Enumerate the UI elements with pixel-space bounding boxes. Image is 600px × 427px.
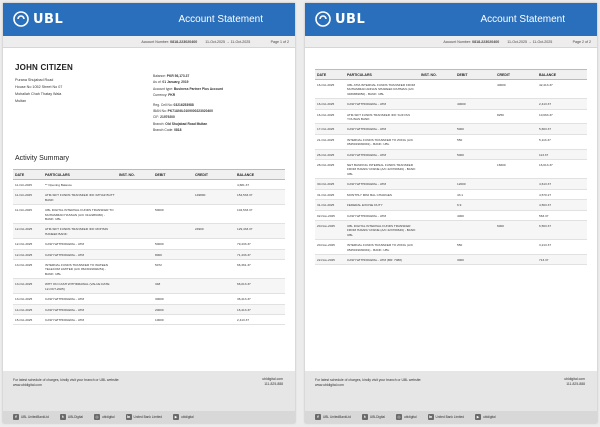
table-row [315, 149, 587, 159]
table-row [315, 109, 587, 124]
social-label: UBLDigital [369, 415, 385, 419]
branch-code-line: Branch Code: 0818 [153, 128, 182, 133]
table-row [315, 200, 587, 210]
table-cell: UBL DIGITAL INTERNAL FUNDS TRANSFER FROM HAMZA YASINE (A/C 223709646) - BANK: UBL [345, 220, 419, 239]
table-cell: 50000 [153, 239, 193, 249]
currency-line: Currency: PKR [153, 93, 176, 98]
social-label: ubldigital [483, 415, 496, 419]
footer-contact [564, 377, 585, 387]
table-cell: ATM-SIFT FUNDS TRANSFER /FR: MOHSIN HANEEF BANK: [43, 224, 117, 239]
social-link[interactable] [315, 414, 351, 420]
table-row [315, 254, 587, 264]
table-row [315, 99, 587, 109]
table-cell [117, 279, 153, 294]
footer-note: For latest schedule of charges, kindly visit your branch or UBL website: www.ubldigital.com [13, 378, 120, 387]
social-bar [3, 411, 295, 423]
address-line: Purana Shujabad Road [15, 78, 54, 82]
page-header [3, 3, 295, 36]
table-cell: 16,613.37 [537, 160, 587, 179]
table-cell: INTERNAL FUNDS TRANSFER TO ZONG (A/C 0525019930091) - BANK: UBL [345, 134, 419, 149]
table-cell: CASH WITHDRAWAL - ATM [43, 294, 117, 304]
table-cell [117, 205, 153, 224]
social-link[interactable] [428, 414, 465, 420]
table-cell: 30-Oct-2025 [315, 179, 345, 189]
social-bar [305, 411, 597, 423]
as-of-line: As of: 01 January, 2019 [153, 80, 189, 85]
table-cell [455, 109, 495, 124]
table-cell [419, 124, 455, 134]
table-cell [117, 314, 153, 324]
table-cell [193, 205, 235, 224]
social-icon: in [126, 415, 131, 419]
table-cell: 5000 [455, 149, 495, 159]
table-cell [495, 179, 537, 189]
social-label: United Bank Limited [435, 415, 465, 419]
table-cell: 22-Nov-2025 [315, 254, 345, 264]
table-cell [419, 254, 455, 264]
table-row [315, 210, 587, 220]
column-header: INST. NO. [117, 170, 153, 180]
table-cell: 3000 [455, 254, 495, 264]
table-cell: ATM-SIFT FUNDS TRANSFER /FR: IMTIAZ BUTT BANK: [43, 190, 117, 205]
table-cell: 5000 [455, 124, 495, 134]
table-cell: UBL ATM-INTERNAL FUNDS TRANSFER FROM MUHAMMAD ADNAN SHAREEF RAHMAN (A/C 3469869950) - BANK: UBL [345, 80, 419, 99]
table-cell: 16600 [495, 160, 537, 179]
table-cell [419, 189, 455, 199]
table-cell [495, 124, 537, 134]
table-cell: 11-Oct-2025 [13, 205, 43, 224]
footer-website[interactable]: ubldigital.com [564, 377, 585, 381]
table-cell: 71,433.37 [235, 249, 285, 259]
table-cell: 40000 [495, 80, 537, 99]
social-link[interactable] [60, 414, 83, 420]
table-cell: 16-Oct-2025 [315, 109, 345, 124]
table-cell [117, 304, 153, 314]
account-meta-bar [3, 36, 295, 48]
table-cell: 30000 [153, 294, 193, 304]
table-row [13, 239, 285, 249]
account-number: Account Number: 0818-223020400 [141, 39, 198, 44]
table-cell [419, 99, 455, 109]
transactions-table [13, 169, 285, 325]
statement-page-1 [3, 3, 295, 423]
table-cell: 40000 [455, 99, 495, 109]
table-cell: 154,533.37 [235, 190, 285, 205]
table-cell: 3,213.37 [537, 240, 587, 255]
logo-text: UBL [33, 11, 64, 27]
table-cell: 14-Oct-2025 [13, 304, 43, 314]
social-icon: t [362, 414, 368, 420]
table-cell: 20-Nov-2025 [315, 240, 345, 255]
table-cell: 113.37 [537, 149, 587, 159]
table-cell [117, 294, 153, 304]
table-cell [117, 190, 153, 205]
table-row [315, 179, 587, 189]
table-cell: 104,533.37 [235, 205, 285, 224]
table-cell [419, 200, 455, 210]
table-row [315, 160, 587, 179]
table-cell: 26-Oct-2025 [315, 149, 345, 159]
footer-note: For latest schedule of charges, kindly visit your branch or UBL website: www.ubldigital.com [315, 378, 422, 387]
table-cell [495, 254, 537, 264]
table-cell [495, 189, 537, 199]
social-icon: t [60, 414, 66, 420]
table-header-row [13, 170, 285, 180]
footer-phone: 111-825-888 [264, 382, 283, 386]
table-cell [419, 80, 455, 99]
ubl-emblem-icon [315, 11, 331, 27]
table-cell: 5,113.37 [537, 134, 587, 149]
column-header: BALANCE [235, 170, 285, 180]
column-header: CREDIT [495, 70, 537, 80]
table-cell: 12-Oct-2025 [13, 249, 43, 259]
table-cell [117, 260, 153, 279]
social-link[interactable] [396, 414, 417, 420]
page-number: Page 2 of 2 [572, 39, 591, 44]
table-cell [193, 249, 235, 259]
social-link[interactable] [475, 414, 496, 420]
table-cell [117, 249, 153, 259]
table-cell: 31-Oct-2025 [315, 200, 345, 210]
table-cell: 16-Oct-2025 [315, 99, 345, 109]
table-cell [153, 180, 193, 190]
table-row [315, 220, 587, 239]
social-icon: ◎ [397, 415, 401, 419]
statement-period: 11-Oct-2025 → 11-Oct-2025 [205, 39, 251, 44]
social-label: UBL UnitedBankLtd [21, 415, 49, 419]
transactions-table [315, 69, 587, 265]
table-cell: CASH WITHDRAWAL - ATM [345, 179, 419, 189]
table-cell: 11-Oct-2025 [13, 190, 43, 205]
table-cell: UBL DIGITAL INTERNAL FUNDS TRANSFER TO MUHAMMAD HASSAN (A/C 3112289460) - BANK: UBL [43, 205, 117, 224]
table-cell [419, 220, 455, 239]
table-cell [419, 160, 455, 179]
table-cell: 4,570.27 [537, 189, 587, 199]
iban-line: IBAN No: PK71UNIL0109000223020400 [153, 109, 213, 114]
table-cell: ** Opening Balance [43, 180, 117, 190]
address-line: Mohallah Chah Thatay Wala [15, 92, 62, 96]
table-cell [495, 149, 537, 159]
social-icon: ◎ [95, 415, 99, 419]
address-line: Multan [15, 99, 27, 103]
page-header [305, 3, 597, 36]
branch-line: Branch: Old Shujabad Road Multan [153, 121, 208, 126]
table-cell: 28-Oct-2025 [315, 160, 345, 179]
social-label: ubldigital [101, 415, 115, 419]
account-details [153, 73, 283, 134]
social-icon: f [315, 414, 321, 420]
ubl-emblem-icon [13, 11, 29, 27]
table-cell: 129,433.37 [235, 224, 285, 239]
page-footer [305, 371, 597, 423]
document-title: Account Statement [178, 14, 263, 25]
social-label: United Bank Limited [133, 415, 163, 419]
footer-phone: 111-825-888 [566, 382, 585, 386]
table-cell: 21-Oct-2025 [315, 134, 345, 149]
social-link[interactable] [126, 414, 163, 420]
table-cell: CASH WITHDRAWAL - ATM (BR: 7088) [345, 254, 419, 264]
table-row [13, 224, 285, 239]
social-link[interactable] [13, 414, 49, 420]
table-header-row [315, 70, 587, 80]
table-cell [193, 294, 235, 304]
table-cell: FEDERAL EXCISE DUTY [345, 200, 419, 210]
table-cell: 43.1 [455, 189, 495, 199]
column-header: DATE [13, 170, 43, 180]
social-link[interactable] [362, 414, 385, 420]
table-row [13, 249, 285, 259]
table-cell [193, 314, 235, 324]
table-cell [193, 239, 235, 249]
page-number: Page 1 of 2 [270, 39, 289, 44]
table-cell: 10000 [153, 314, 193, 324]
table-cell [419, 240, 455, 255]
table-row [13, 304, 285, 314]
table-cell [495, 240, 537, 255]
table-cell: 79,433.37 [235, 239, 285, 249]
social-link[interactable] [173, 414, 194, 420]
social-icon: in [428, 415, 433, 419]
table-row [13, 260, 285, 279]
table-cell: 13-Oct-2025 [13, 279, 43, 294]
ubl-logo [315, 10, 365, 28]
table-cell: 4,613.37 [537, 179, 587, 189]
table-row [13, 294, 285, 304]
table-cell: 4,563.37 [537, 200, 587, 210]
table-cell: MONTHLY MINI BAL CHARGES [345, 189, 419, 199]
customer-name: JOHN CITIZEN [15, 63, 73, 72]
column-header: PARTICULARS [345, 70, 419, 80]
table-cell [193, 304, 235, 314]
table-cell: INTERNAL FUNDS TRANSFER TO ZONG (A/C 0525019930091) - BANK: UBL [345, 240, 419, 255]
table-cell [455, 160, 495, 179]
table-cell: 2,413.37 [537, 99, 587, 109]
table-row [13, 205, 285, 224]
table-cell: CASH WITHDRAWAL - ATM [43, 249, 117, 259]
social-icon: ▶ [476, 415, 480, 419]
social-label: UBL UnitedBankLtd [323, 415, 351, 419]
table-cell: CASH WITHDRAWAL - ATM [43, 314, 117, 324]
table-cell: 4,681.37 [235, 180, 285, 190]
table-cell: WHT ON CASH WITHDRAWAL (VALUE DATE: 12-OCT-2025) [43, 279, 117, 294]
table-cell [193, 279, 235, 294]
table-cell: 42,413.37 [537, 80, 587, 99]
cell-number-line: Reg. Cell No: 03216253988 [153, 102, 194, 107]
table-cell: 149890 [193, 190, 235, 205]
table-cell [419, 179, 455, 189]
table-cell: 66,361.37 [235, 260, 285, 279]
column-header: DEBIT [153, 170, 193, 180]
account-type-line: Account type: Business Partner Plus Account [153, 86, 223, 91]
table-row [13, 180, 285, 190]
column-header: BALANCE [537, 70, 587, 80]
table-cell: CASH WITHDRAWAL - ATM [43, 304, 117, 314]
table-cell: 6.9 [455, 200, 495, 210]
social-icon: f [13, 414, 19, 420]
table-cell [419, 109, 455, 124]
table-cell: CASH WITHDRAWAL - ATM [345, 210, 419, 220]
address-line: House No 1052 Street No 07 [15, 85, 63, 89]
table-cell [117, 224, 153, 239]
table-cell: 12000 [455, 179, 495, 189]
table-cell: 24900 [193, 224, 235, 239]
table-cell [117, 180, 153, 190]
table-cell [193, 180, 235, 190]
table-cell: 02-Nov-2025 [315, 210, 345, 220]
table-cell: CASH WITHDRAWAL - ATM [345, 149, 419, 159]
column-header: DATE [315, 70, 345, 80]
column-header: CREDIT [193, 170, 235, 180]
table-cell: 348 [153, 279, 193, 294]
table-cell: ATM-SIFT FUNDS TRANSFER /FR: SUFYAN YOUNAS BANK: [345, 109, 419, 124]
column-header: INST. NO. [419, 70, 455, 80]
table-cell [193, 260, 235, 279]
table-row [315, 134, 587, 149]
table-cell: 13-Oct-2025 [13, 260, 43, 279]
table-cell: 550 [455, 134, 495, 149]
table-cell: 66,013.37 [235, 279, 285, 294]
table-cell: 8000 [153, 249, 193, 259]
table-cell: 6000 [495, 220, 537, 239]
table-row [315, 240, 587, 255]
footer-contact [262, 377, 283, 387]
table-cell: 36,413.37 [235, 294, 285, 304]
table-cell: 20000 [153, 304, 193, 314]
table-cell: 8250 [495, 109, 537, 124]
social-label: UBLDigital [67, 415, 83, 419]
table-row [13, 190, 285, 205]
cif-line: CIF: 21979200 [153, 115, 175, 120]
table-cell: 16,413.37 [235, 304, 285, 314]
table-cell: 15-Oct-2025 [13, 314, 43, 324]
table-cell: 12-Oct-2025 [13, 224, 43, 239]
table-cell: 4000 [455, 210, 495, 220]
table-row [13, 279, 285, 294]
table-cell [117, 239, 153, 249]
table-row [315, 189, 587, 199]
logo-text: UBL [335, 11, 366, 27]
table-cell [419, 149, 455, 159]
table-cell [455, 80, 495, 99]
column-header: PARTICULARS [43, 170, 117, 180]
table-cell: 713.37 [537, 254, 587, 264]
table-cell [495, 134, 537, 149]
statement-page-2 [305, 3, 597, 423]
balance-line: Balance: PKR 56,173.37 [153, 74, 190, 78]
ubl-logo [13, 10, 63, 28]
table-cell: NET BANKING INTERNAL FUNDS TRANSFER FROM HAMZA YASINE (A/C 223709646) - BANK: UBL [345, 160, 419, 179]
table-cell: CASH WITHDRAWAL - ATM [345, 124, 419, 134]
table-cell: 5,663.37 [537, 124, 587, 134]
table-cell: 11-Oct-2025 [13, 180, 43, 190]
table-cell: 5072 [153, 260, 193, 279]
table-cell: CASH WITHDRAWAL - ATM [43, 239, 117, 249]
page-footer [3, 371, 295, 423]
table-cell [495, 200, 537, 210]
statement-period: 11-Oct-2025 → 11-Oct-2025 [507, 39, 553, 44]
account-number: Account Number: 0818-223020400 [443, 39, 500, 44]
table-cell: 550 [455, 240, 495, 255]
account-meta-bar [305, 36, 597, 48]
table-cell: 17-Oct-2025 [315, 124, 345, 134]
social-link[interactable] [94, 414, 115, 420]
activity-summary-title: Activity Summary [15, 155, 70, 162]
table-cell: INTERNAL FUNDS TRANSFER TO WATEEN TELECOM LIMITED (A/C 0523019902251) - BANK: UBL [43, 260, 117, 279]
table-cell: CASH WITHDRAWAL - ATM [345, 99, 419, 109]
column-header: DEBIT [455, 70, 495, 80]
table-cell [153, 224, 193, 239]
document-title: Account Statement [480, 14, 565, 25]
customer-block [15, 63, 125, 105]
table-cell [153, 190, 193, 205]
table-cell [455, 220, 495, 239]
table-cell: 20-Nov-2025 [315, 220, 345, 239]
table-cell: 31-Oct-2025 [315, 189, 345, 199]
table-cell: 2,413.37 [235, 314, 285, 324]
social-label: ubldigital [403, 415, 417, 419]
table-cell [495, 210, 537, 220]
table-cell: 563.37 [537, 210, 587, 220]
table-cell [419, 210, 455, 220]
table-row [315, 124, 587, 134]
table-cell [495, 99, 537, 109]
table-cell: 6,563.37 [537, 220, 587, 239]
footer-website[interactable]: ubldigital.com [262, 377, 283, 381]
table-cell: 12-Oct-2025 [13, 239, 43, 249]
table-cell [419, 134, 455, 149]
table-cell: 10,663.37 [537, 109, 587, 124]
table-cell: 16-Oct-2025 [315, 80, 345, 99]
table-cell: 50000 [153, 205, 193, 224]
table-row [13, 314, 285, 324]
table-cell: 13-Oct-2025 [13, 294, 43, 304]
social-icon: ▶ [174, 415, 178, 419]
social-label: ubldigital [181, 415, 194, 419]
table-row [315, 80, 587, 99]
